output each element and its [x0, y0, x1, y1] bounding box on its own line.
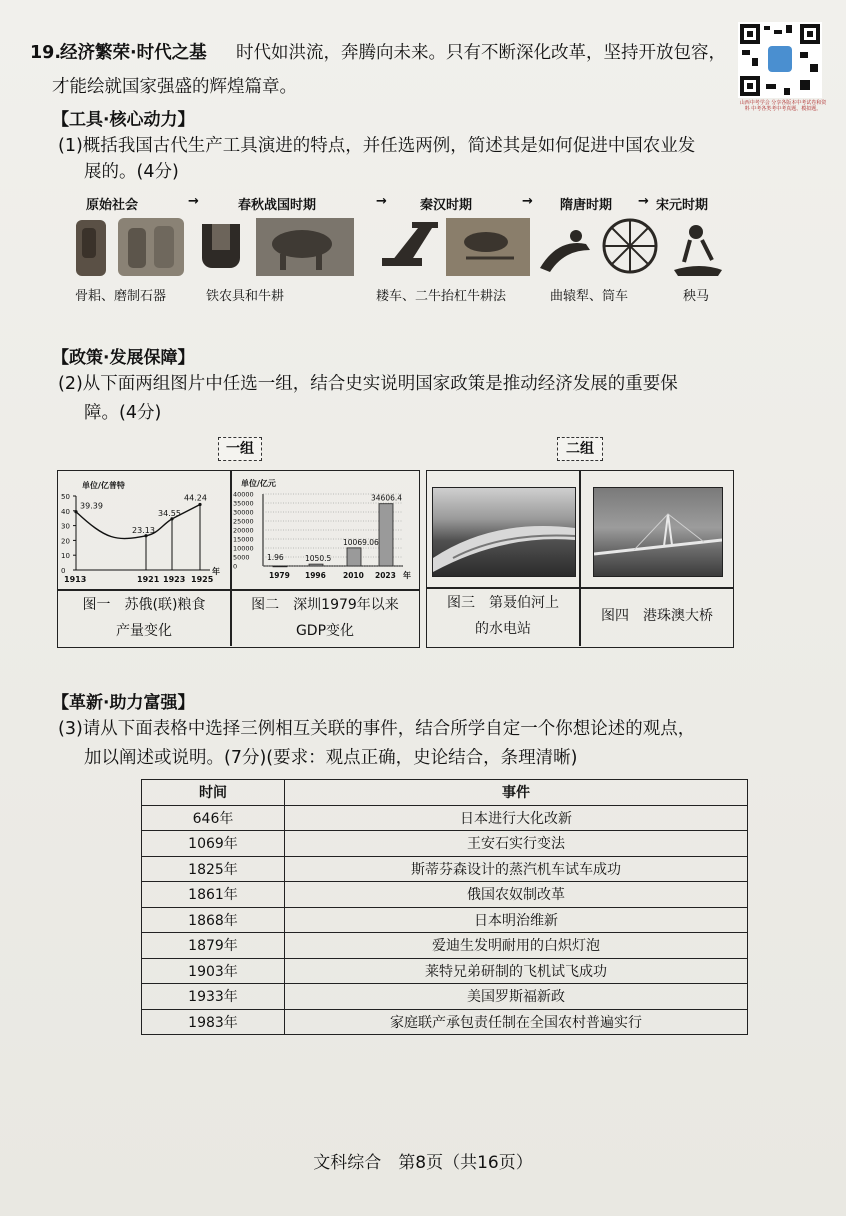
chart1-xtick-label: 1913	[64, 575, 87, 584]
table-row	[142, 907, 748, 933]
chart2-xtick-label: 1979	[269, 571, 290, 580]
question-intro-line2: 才能绘就国家强盛的辉煌篇章。	[52, 77, 297, 97]
chart2-bar	[309, 564, 323, 566]
chart2-bar	[379, 504, 393, 566]
fig3-caption-line1: 图三 第聂伯河上	[447, 595, 559, 611]
chart1-ytick-label: 0	[61, 567, 66, 575]
tool-illustrations	[70, 214, 730, 280]
era-arrow: →	[188, 194, 199, 209]
era-spring-autumn: 春秋战国时期	[238, 198, 317, 213]
bone-spade-icon	[76, 220, 106, 276]
chart2-xtick-label: 2023	[375, 571, 396, 580]
chart-grain-output	[60, 474, 228, 586]
row-time: 1879年	[142, 933, 285, 959]
chart1-xtick-label: 1923	[163, 575, 186, 584]
chart2-ytick-label: 25000	[233, 517, 254, 526]
table-row	[142, 984, 748, 1010]
question-title: 经济繁荣·时代之基	[60, 43, 207, 63]
section3-prompt-line2: 加以阐述或说明。(7分)(要求：观点正确，史论结合，条理清晰)	[84, 748, 578, 768]
group2-caption-rule	[427, 587, 733, 589]
chart2-xtick-label: 2010	[343, 571, 364, 580]
chart2-ytick-label: 30000	[233, 508, 254, 517]
chart1-ytick-label: 40	[61, 507, 70, 516]
era-arrow: →	[638, 194, 649, 209]
chart2-ytick-label: 5000	[233, 553, 250, 562]
chart1-ytick-label: 20	[61, 537, 70, 546]
chart1-ylabel: 单位/亿普特	[82, 481, 125, 490]
section2-header: 【政策·发展保障】	[52, 348, 195, 368]
chart2-data-label: 1.96	[267, 553, 284, 562]
ground-stone-tool-icon	[118, 218, 184, 276]
tool-caption-seed-drill: 耧车、二牛抬杠牛耕法	[376, 289, 507, 304]
section2-prompt-line1: (2)从下面两组图片中任选一组，结合史实说明国家政策是推动经济发展的重要保	[58, 374, 678, 394]
table-row	[142, 856, 748, 882]
row-event: 家庭联产承包责任制在全国农村普遍实行	[285, 1009, 748, 1035]
row-event: 日本明治维新	[285, 907, 748, 933]
row-time: 1983年	[142, 1009, 285, 1035]
ox-plough-icon	[256, 218, 354, 276]
table-row	[142, 1009, 748, 1035]
row-time: 1861年	[142, 882, 285, 908]
chart1-ytick-label: 10	[61, 552, 70, 561]
chart1-xtick-label: 1925	[191, 575, 214, 584]
tool-caption-primitive: 骨耜、磨制石器	[75, 289, 167, 304]
chart1-data-label: 34.55	[158, 508, 181, 518]
chart-shenzhen-gdp	[233, 474, 415, 586]
fig2-caption	[234, 592, 416, 644]
question-number: 19.	[30, 43, 62, 63]
row-event: 爱迪生发明耐用的白炽灯泡	[285, 933, 748, 959]
chart1-xtick-label: 1921	[137, 575, 160, 584]
chart1-point	[198, 503, 201, 506]
section3-prompt-line1: (3)请从下面表格中选择三例相互关联的事件，结合所学自定一个你想论述的观点，	[58, 719, 696, 739]
qr-caption: 山西中考学会 分享各版本中考试卷和资料 中考各类考中考真题、模拟题。	[739, 100, 827, 112]
row-time: 646年	[142, 805, 285, 831]
table-row	[142, 805, 748, 831]
table-header-row	[142, 780, 748, 806]
curved-plough-icon	[540, 230, 590, 272]
question-intro-line1: 时代如洪流，奔腾向未来。只有不断深化改革，坚持开放包容，	[236, 43, 726, 63]
row-time: 1825年	[142, 856, 285, 882]
chart1-ytick-label: 50	[61, 493, 70, 501]
header-time: 时间	[142, 780, 285, 806]
chart1-data-label: 23.13	[132, 525, 155, 535]
chart2-ytick-label: 40000	[233, 490, 254, 499]
chart1-ytick-label: 30	[61, 522, 70, 531]
era-arrow: →	[376, 194, 387, 209]
section2-prompt-line2: 障。(4分)	[84, 403, 162, 423]
chart2-bar	[347, 548, 361, 566]
era-song-yuan: 宋元时期	[656, 198, 709, 213]
table-row	[142, 933, 748, 959]
fig1-caption	[60, 592, 228, 644]
era-sui-tang: 隋唐时期	[560, 198, 613, 213]
chart1-point	[74, 510, 77, 513]
events-table	[141, 779, 748, 1035]
group1-label: 一组	[218, 437, 262, 461]
section1-prompt-line2: 展的。(4分)	[84, 162, 179, 182]
row-time: 1868年	[142, 907, 285, 933]
chart1-data-label: 39.39	[80, 501, 103, 511]
row-event: 日本进行大化改新	[285, 805, 748, 831]
fig2-caption-line2: GDP变化	[295, 623, 355, 639]
era-arrow: →	[522, 194, 533, 209]
hzmb-bridge-photo	[593, 487, 723, 577]
chart2-xtick-label: 1996	[305, 571, 326, 580]
group2-divider	[579, 470, 581, 646]
row-event: 王安石实行变法	[285, 831, 748, 857]
water-wheel-icon	[604, 220, 656, 272]
fig2-caption-line1: 图二 深圳1979年以来	[251, 597, 399, 613]
era-primitive: 原始社会	[86, 198, 139, 213]
chart2-ytick-label: 20000	[233, 526, 254, 535]
chart1-data-label: 44.24	[184, 493, 207, 503]
rice-transplanting-horse-icon	[674, 225, 722, 276]
chart2-ylabel: 单位/亿元	[241, 479, 276, 488]
fig3-caption-line2: 的水电站	[475, 621, 531, 637]
row-time: 1903年	[142, 958, 285, 984]
header-event: 事件	[285, 780, 748, 806]
row-time: 1069年	[142, 831, 285, 857]
dam-icon	[433, 488, 575, 576]
table-row	[142, 958, 748, 984]
era-qin-han: 秦汉时期	[420, 198, 473, 213]
row-event: 俄国农奴制改革	[285, 882, 748, 908]
chart2-ytick-label: 10000	[233, 544, 254, 553]
tool-caption-curved-plough: 曲辕犁、筒车	[550, 289, 629, 304]
section1-header: 【工具·核心动力】	[52, 110, 195, 130]
bridge-icon	[594, 488, 722, 576]
table-row	[142, 882, 748, 908]
page-footer: 文科综合 第8页（共16页）	[313, 1153, 533, 1173]
chart2-ytick-label: 15000	[233, 535, 254, 544]
seed-drill-icon	[382, 222, 438, 266]
dnieper-dam-photo	[432, 487, 576, 577]
chart2-bar	[273, 566, 287, 567]
tool-caption-iron: 铁农具和牛耕	[206, 289, 285, 304]
group1-caption-rule	[58, 589, 419, 591]
row-time: 1933年	[142, 984, 285, 1010]
section1-prompt-line1: (1)概括我国古代生产工具演进的特点，并任选两例，简述其是如何促进中国农业发	[58, 136, 696, 156]
chart2-xlabel: 年	[403, 571, 411, 580]
chart2-data-label: 10069.06	[343, 537, 379, 547]
table-row	[142, 831, 748, 857]
qr-code	[738, 22, 822, 98]
fig3-caption	[428, 590, 578, 642]
two-ox-plough-mural-icon	[446, 218, 530, 276]
chart2-data-label: 34606.4	[371, 493, 403, 503]
row-event: 莱特兄弟研制的飞机试飞成功	[285, 958, 748, 984]
chart2-data-label: 1050.5	[305, 554, 332, 564]
chart2-ytick-label: 35000	[233, 499, 254, 508]
row-event: 美国罗斯福新政	[285, 984, 748, 1010]
group1-divider	[230, 470, 232, 646]
chart1-xlabel: 年	[212, 567, 220, 576]
chart2-ytick-label: 0	[233, 562, 238, 571]
fig1-caption-line2: 产量变化	[116, 623, 172, 639]
fig4-caption: 图四 港珠澳大桥	[601, 608, 713, 624]
section3-header: 【革新·助力富强】	[52, 693, 195, 713]
iron-farm-tool-icon	[202, 224, 240, 268]
tool-caption-rice-horse: 秧马	[683, 289, 710, 304]
group2-label: 二组	[557, 437, 603, 461]
row-event: 斯蒂芬森设计的蒸汽机车试车成功	[285, 856, 748, 882]
fig1-caption-line1: 图一 苏俄(联)粮食	[82, 597, 206, 613]
